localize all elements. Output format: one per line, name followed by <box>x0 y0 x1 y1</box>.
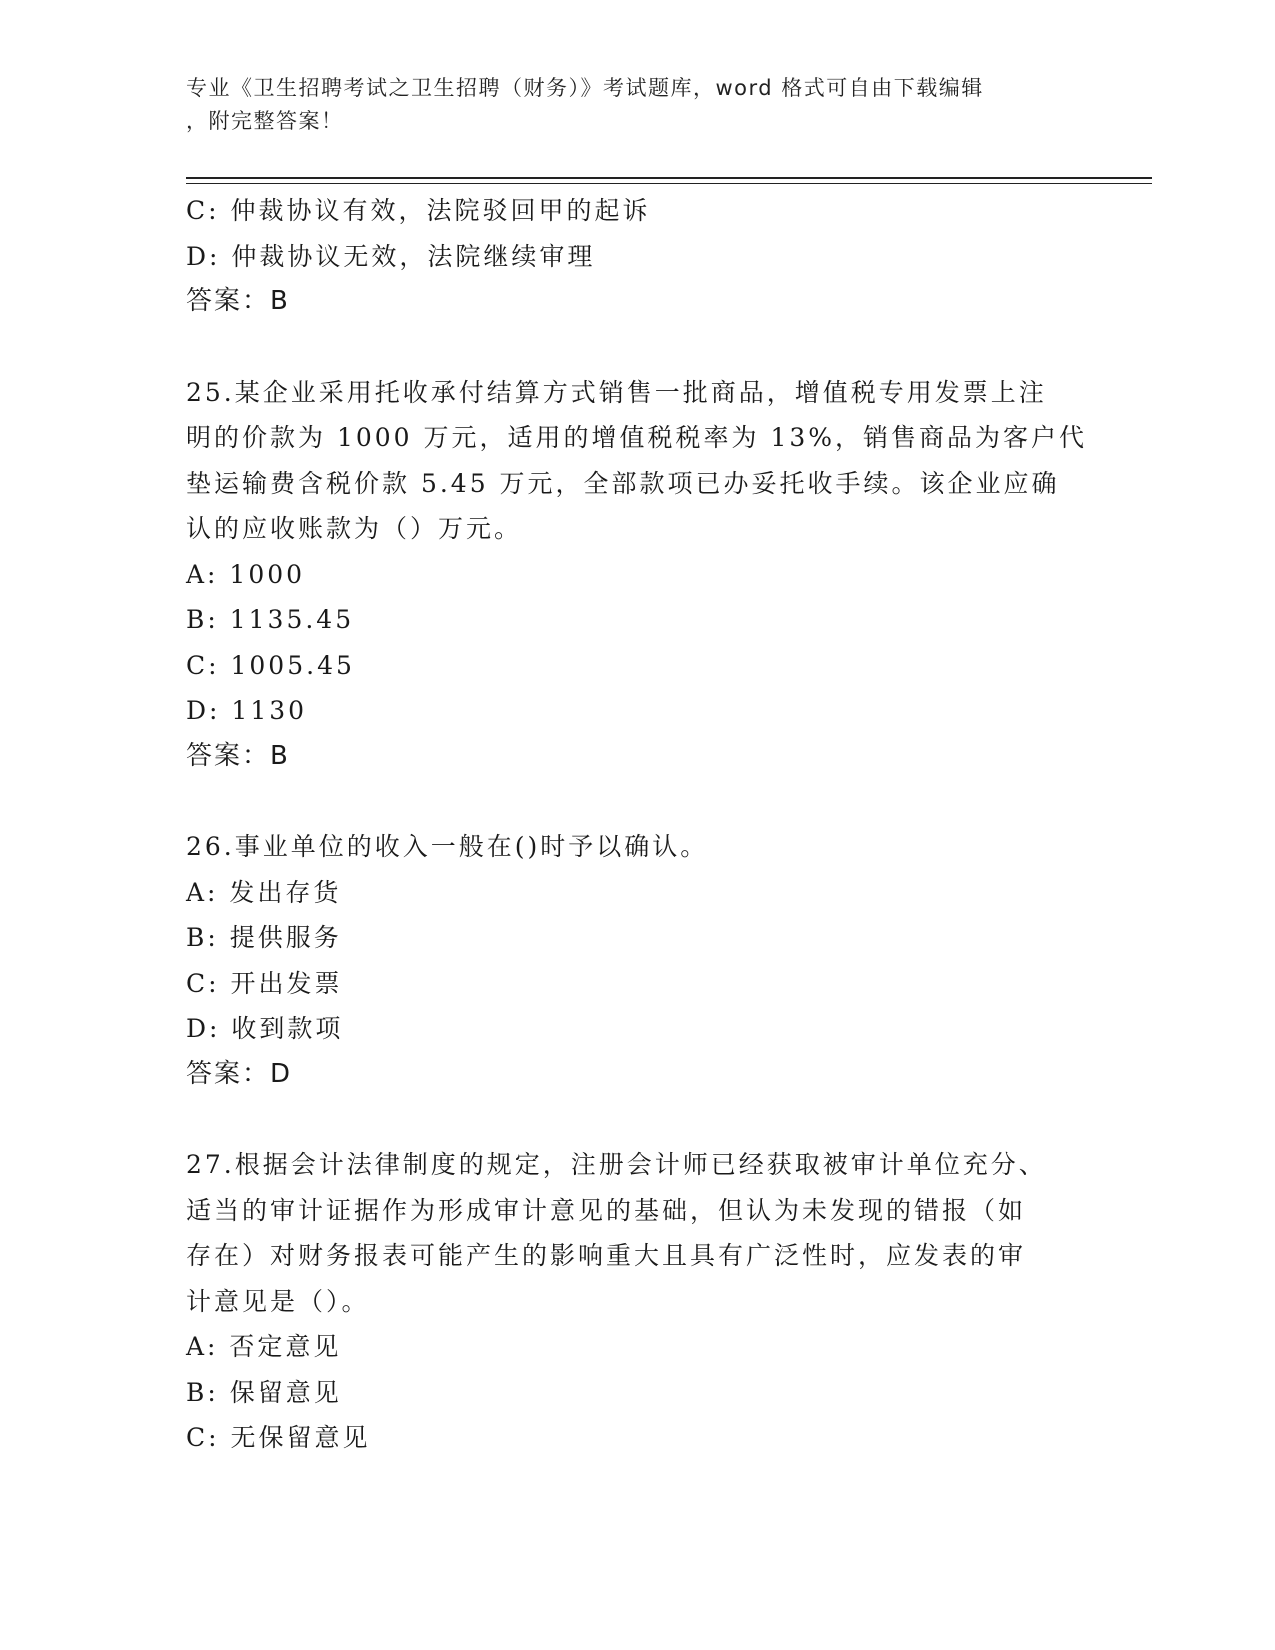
option-d: D: 1130 <box>186 696 308 725</box>
question-stem-line: 垫运输费含税价款 5.45 万元，全部款项已办妥托收手续。该企业应确 <box>186 468 1060 498</box>
header-line-1: 专业《卫生招聘考试之卫生招聘（财务）》考试题库，word 格式可自由下载编辑 <box>186 76 984 100</box>
question-24-tail <box>186 188 1086 325</box>
option-b: B: 1135.45 <box>186 605 355 634</box>
option-a: A: 1000 <box>186 559 306 589</box>
answer-label: 答案：B <box>186 740 290 771</box>
spacer <box>186 325 1086 370</box>
spacer <box>186 1097 1086 1142</box>
header-line-2: ，附完整答案！ <box>186 109 344 133</box>
option-c: C: 1005.45 <box>186 650 355 680</box>
question-stem-line: 认的应收账款为（）万元。 <box>186 514 523 543</box>
question-stem-line: 25.某企业采用托收承付结算方式销售一批商品，增值税专用发票上注 <box>186 377 1047 407</box>
option-d: D: 仲裁协议无效，法院继续审理 <box>186 241 596 271</box>
spacer <box>186 779 1086 824</box>
option-c: C: 无保留意见 <box>186 1423 371 1452</box>
document-body <box>186 188 1086 1461</box>
question-stem-line: 27.根据会计法律制度的规定，注册会计师已经获取被审计单位充分、 <box>186 1150 1047 1179</box>
option-a: A: 否定意见 <box>186 1332 342 1361</box>
header-divider-thick <box>186 177 1152 179</box>
header-divider-thin <box>186 183 1152 184</box>
question-26 <box>186 824 1086 1097</box>
question-stem-line: 适当的审计证据作为形成审计意见的基础，但认为未发现的错报（如 <box>186 1195 1027 1225</box>
question-stem-line: 计意见是（）。 <box>186 1286 370 1316</box>
option-d: D: 收到款项 <box>186 1014 344 1043</box>
option-c: C: 开出发票 <box>186 968 343 998</box>
option-b: B: 提供服务 <box>186 923 342 952</box>
answer-label: 答案：D <box>186 1058 293 1089</box>
option-c: C: 仲裁协议有效，法院驳回甲的起诉 <box>186 196 651 225</box>
answer-label: 答案：B <box>186 286 290 316</box>
option-a: A: 发出存货 <box>186 877 342 907</box>
option-b: B: 保留意见 <box>186 1377 342 1407</box>
document-header <box>186 72 1066 138</box>
question-stem-line: 明的价款为 1000 万元，适用的增值税税率为 13%，销售商品为客户代 <box>186 423 1088 452</box>
question-stem-line: 存在）对财务报表可能产生的影响重大且具有广泛性时，应发表的审 <box>186 1241 1027 1270</box>
question-27 <box>186 1142 1086 1461</box>
question-stem: 26.事业单位的收入一般在()时予以确认。 <box>186 832 709 861</box>
question-25 <box>186 370 1086 780</box>
